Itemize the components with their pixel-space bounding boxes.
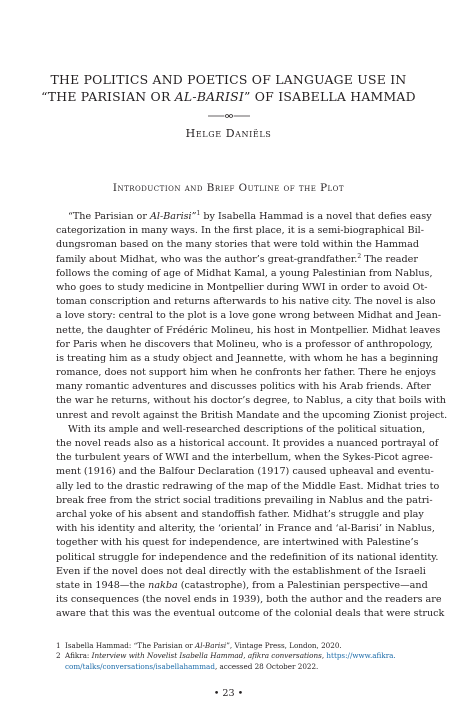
- text-line: [56, 579, 428, 593]
- title-italic-text: AL-BARISI: [174, 89, 244, 104]
- text-span: The reader: [361, 253, 418, 265]
- text-line: a love story: central to the plot is a love gone wrong between Midhat and Jean-: [56, 310, 442, 322]
- chapter-title: [30, 71, 427, 105]
- text-span: ”: [191, 211, 197, 222]
- text-line: together with his quest for independence, are intertwined with Palestine’s: [56, 537, 419, 549]
- text-span: ”, Vintage Press, London, 2020.: [226, 641, 342, 650]
- text-span: , accessed 28 October 2022.: [214, 661, 319, 671]
- title-text: “THE PARISIAN OR: [41, 89, 175, 104]
- footnotes: [56, 641, 406, 672]
- footnote-number: 1: [56, 641, 61, 650]
- text-span: by Isabella Hammad is a novel that defies easy: [200, 211, 432, 222]
- italic-text: Interview with Novelist Isabella Hammad, afikra conversations: [91, 651, 322, 661]
- footnote-ref-2[interactable]: 2: [357, 252, 362, 260]
- footnote-link[interactable]: https://www.afikra.: [326, 651, 396, 661]
- text-line: for Paris when he discovers that Molineu, who is a professor of anthropology,: [56, 338, 433, 350]
- text-line: nette, the daughter of Frédéric Molineu, his host in Montpellier. Midhat leaves: [56, 324, 441, 336]
- text-segment: [68, 210, 432, 224]
- title-text: ” OF ISABELLA HAMMAD: [244, 89, 416, 104]
- text-line: unrest and revolt against the British Mandate and the upcoming Zionist project.: [56, 409, 448, 421]
- text-line: [56, 252, 418, 267]
- footnote-2: [56, 651, 406, 661]
- ornament-divider-icon: [208, 112, 250, 120]
- footnote-number: 2: [56, 651, 61, 661]
- footnote-ref-1[interactable]: 1: [196, 209, 201, 217]
- text-line: [56, 209, 432, 224]
- text-line: archal yoke of his absent and standoffish father. Midhat’s struggle and play: [56, 508, 424, 520]
- chapter-title-line-2: [30, 88, 427, 105]
- chapter-title-line-1: THE POLITICS AND POETICS OF LANGUAGE USE IN: [50, 72, 407, 87]
- footnote-2-continued: [56, 662, 406, 672]
- body-text: [56, 209, 448, 621]
- footnote-1: [56, 641, 406, 651]
- text-line: the novel reads also as a historical account. It provides a nuanced portrayal of: [56, 438, 439, 449]
- text-span: (catastrophe), from a Palestinian perspective—and: [177, 579, 428, 591]
- author-name: Helge Daniëls: [185, 127, 272, 140]
- text-line: dungsroman based on the many stories that were told within the Hammad: [56, 239, 419, 251]
- italic-text: nakba: [148, 579, 178, 591]
- page-number: • 23 •: [213, 688, 244, 699]
- text-line: Even if the novel does not deal directly with the establishment of the Israeli: [56, 565, 426, 577]
- text-line: With its ample and well-researched descriptions of the political situation,: [68, 423, 426, 435]
- text-line: break free from the strict social traditions prevailing in Nablus and the patri-: [56, 494, 433, 506]
- text-line: ment (1916) and the Balfour Declaration (1917) caused upheaval and eventu-: [56, 466, 434, 478]
- text-line: follows the coming of age of Midhat Kamal, a young Palestinian from Nablus,: [56, 267, 433, 279]
- footnote-link[interactable]: com/talks/conversations/isabellahammad: [65, 661, 215, 671]
- text-line: political struggle for independence and the redefinition of its national identity.: [56, 551, 439, 563]
- text-line: the turbulent years of WWI and the interbellum, when the Sykes-Picot agree-: [56, 452, 433, 464]
- text-span: family about Midhat, who was the author’s great-grandfather.: [56, 253, 358, 265]
- text-line: ally led to the drastic redrawing of the map of the Middle East. Midhat tries to: [56, 480, 440, 492]
- text-span: Isabella Hammad: “The Parisian or: [65, 641, 196, 650]
- text-line: is treating him as a study object and Jeannette, with whom he has a beginning: [56, 352, 439, 364]
- text-line: categorization in many ways. In the first place, it is a semi-biographical Bil-: [56, 225, 424, 237]
- text-line: many romantic adventures and discusses politics with his Arab friends. After: [56, 381, 431, 393]
- text-line: toman conscription and returns afterwards to his native city. The novel is also: [56, 296, 436, 308]
- text-span: ,: [321, 651, 327, 661]
- section-heading: Introduction and Brief Outline of the Plot: [112, 182, 345, 194]
- text-line: its consequences (the novel ends in 1939), both the author and the readers are: [56, 594, 442, 606]
- text-span: Afikra:: [65, 651, 92, 661]
- text-span: state in 1948—the: [56, 579, 149, 591]
- text-line: who goes to study medicine in Montpellier during WWI in order to avoid Ot-: [56, 281, 428, 293]
- text-line: the war he returns, without his doctor’s degree, to Nablus, a city that boils with: [56, 395, 446, 407]
- text-line: romance, does not support him when he confronts her father. There he enjoys: [56, 367, 436, 379]
- italic-text: Al-Barisi: [195, 641, 227, 650]
- text-line: aware that this was the eventual outcome of the colonial deals that were struck: [56, 608, 445, 620]
- italic-text: Al-Barisi: [149, 211, 192, 222]
- text-span: “The Parisian or: [68, 211, 150, 222]
- text-line: with his identity and alterity, the ‘oriental’ in France and ‘al-Barisi’ in Nablus,: [56, 523, 435, 535]
